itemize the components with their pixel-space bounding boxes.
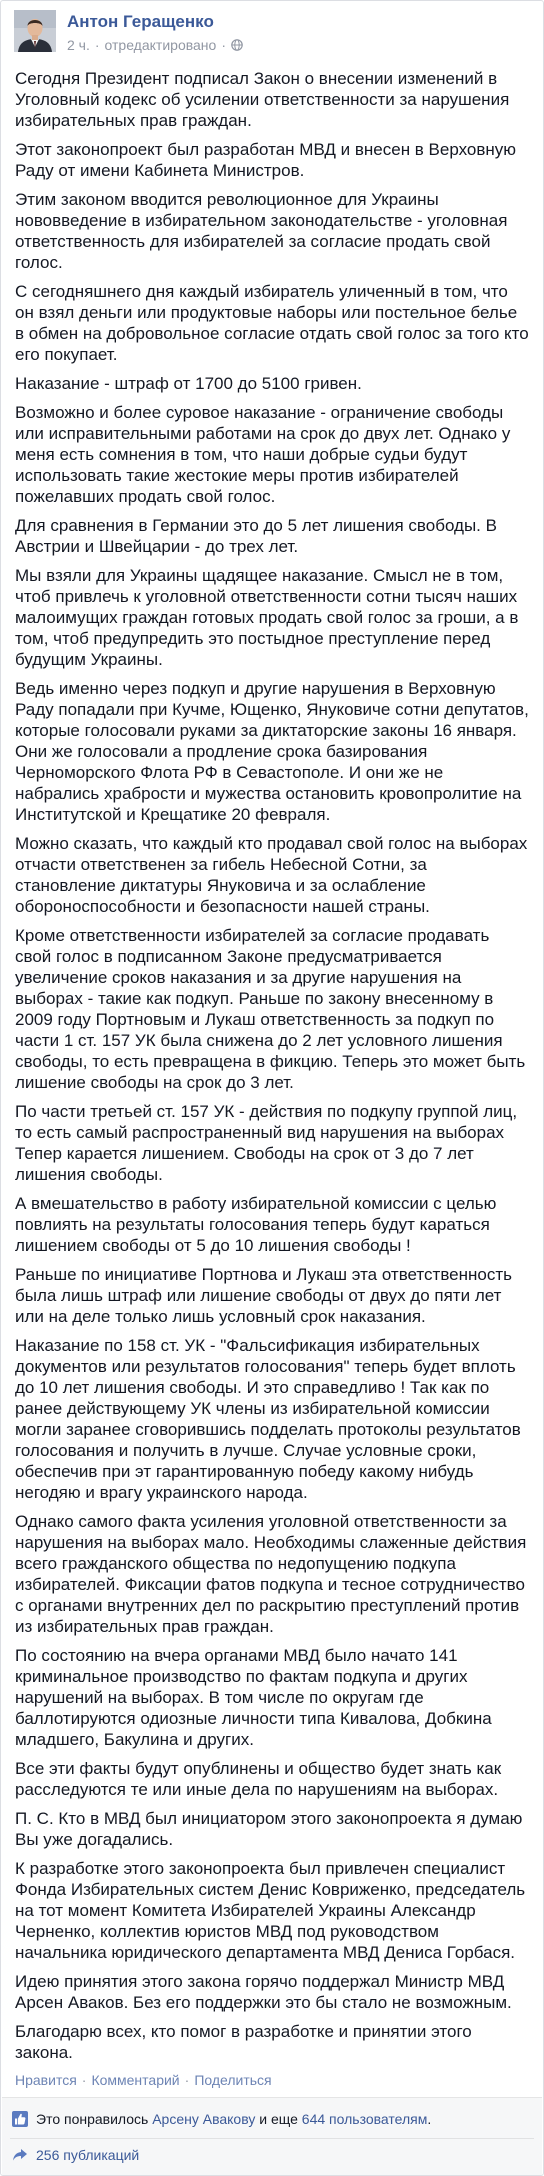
action-separator: · — [184, 2072, 190, 2088]
action-separator: · — [81, 2072, 87, 2088]
post-paragraph: Все эти факты будут опублинены и общество будет знать как расследуются те или иные дела по нарушениям на выборах. — [15, 1759, 502, 1799]
post-meta — [67, 37, 243, 53]
post-paragraph: Благодарю всех, кто помог в разработке и принятии этого закона. — [15, 2022, 472, 2062]
post-paragraph: Идею принятия этого закона горячо поддержал Министр МВД Арсен Аваков. Без его поддержки это бы стало не возможным. — [15, 1972, 512, 2012]
post-paragraph: Раньше по инициативе Портнова и Лукаш эта ответственность была лишь штраф или лишение свободы от двух до пяти лет или на деле только лишь условный срок наказания. — [15, 1265, 512, 1326]
post-timestamp-link[interactable]: 2 ч. — [67, 37, 90, 53]
edited-history-link[interactable]: отредактировано — [104, 37, 217, 53]
privacy-selector[interactable] — [231, 39, 243, 51]
meta-separator: · — [94, 37, 100, 53]
likes-suffix: . — [427, 2111, 432, 2127]
post-actions — [15, 2072, 272, 2088]
post-paragraph: Однако самого факта усиления уголовной ответственности за нарушения на выборах мало. Необходимы слаженные действия всего гражданского общества по недопущению подкупа избирателей. Фиксации фатов подкупа и тесное сотрудничество с органами внутренних дел по раскрытию преступлений против из избирательных прав граждан. — [15, 1512, 527, 1636]
post-paragraph: По части третьей ст. 157 УК - действия по подкупу группой лиц, то есть самый распространенный вид нарушения на выборах Тепер карается лишением. Свободы на срок от 3 до 7 лет лишения свободы. — [15, 1102, 518, 1184]
likes-summary — [12, 2104, 532, 2134]
author-name-link[interactable]: Антон Геращенко — [67, 12, 214, 31]
reactions-summary — [2, 2097, 542, 2176]
summary-divider — [10, 2138, 534, 2139]
post-paragraph: Кроме ответственности избирателей за согласие продавать свой голос в подписанном Законе предусматривается увеличение сроков наказания и за другие нарушения на выборах - такие как подкуп. Раньше по закону внесенному в 2009 году Портновым и Лукаш ответственность за подкуп по части 1 ст. 157 УК была снижена до 2 лет условного лишения свободы, то есть превращена в фикцию. Теперь это может быть лишение свободы на срок до 3 лет. — [15, 926, 526, 1092]
post-paragraph: Ведь именно через подкуп и другие нарушения в Верховную Раду попадали при Кучме, Ющенко, Януковиче сотни депутатов, которые голосовали руками за диктаторские законы 16 января. Они же голосовали а продление срока базирования Черноморского Флота РФ в Севастополе. И они же не набрались храбрости и мужества остановить кровопролитие на Институтской и Крещатике 20 февраля. — [15, 679, 529, 824]
post-paragraph: Можно сказать, что каждый кто продавал свой голос на выборах отчасти ответственен за гибель Небесной Сотни, за становление диктатуры Януковича и за ослабление обороноспособности и безопасности нашей страны. — [15, 834, 528, 916]
author-avatar[interactable] — [14, 10, 56, 52]
post-paragraph: С сегодняшнего дня каждый избиратель уличенный в том, что он взял деньги или продуктовые наборы или постельное белье в обмен на добровольное согласие отдать свой голос за того кто его покупает. — [15, 282, 529, 364]
globe-icon — [231, 39, 243, 51]
post-paragraph: Этот законопроект был разработан МВД и внесен в Верховную Раду от имени Кабинета Министров. — [15, 140, 517, 180]
post-paragraph: Мы взяли для Украины щадящее наказание. Смысл не в том, чтоб привлечь к уголовной ответственности сотни тысяч наших малоимущих граждан готовых продать свой голос за гроши, а в том, чтоб предупредить это постыдное преступление перед будущим Украины. — [15, 566, 519, 669]
comment-button[interactable]: Комментарий — [91, 2072, 180, 2088]
post-paragraph: Наказание - штраф от 1700 до 5100 гривен. — [15, 374, 362, 393]
thumbs-up-icon — [12, 2111, 28, 2127]
meta-separator: · — [221, 37, 226, 53]
post-paragraph: П. С. Кто в МВД был инициатором этого законопроекта я думаю Вы уже догадались. — [15, 1809, 523, 1849]
shares-count-link[interactable]: 256 публикаций — [36, 2147, 140, 2163]
share-icon — [12, 2147, 28, 2163]
shares-summary — [12, 2140, 532, 2170]
post-paragraph: Возможно и более суровое наказание - ограничение свободы или исправительными работами на срок до двух лет. Однако у меня есть сомнения в том, что наши добрые судьи будут использовать такие жестокие меры против избирателей пожелавших продать свой голос. — [15, 403, 511, 506]
likers-count-link[interactable]: 644 пользователям — [301, 2111, 428, 2127]
profile-photo-icon — [14, 10, 56, 52]
post-paragraph: А вмешательство в работу избирательной комиссии с целью повлиять на результаты голосования теперь будут караться лишением свободы от 5 до 10 лишения свободы ! — [15, 1194, 497, 1255]
share-button[interactable]: Поделиться — [194, 2072, 272, 2088]
like-button[interactable]: Нравится — [15, 2072, 77, 2088]
post-paragraph: Сегодня Президент подписал Закон о внесении изменений в Уголовный кодекс об усилении ответственности за нарушения избирательных прав граждан. — [15, 69, 510, 130]
post-body — [15, 68, 529, 2064]
likes-middle: и еще — [259, 2111, 298, 2127]
post-paragraph: К разработке этого законопроекта был привлечен специалист Фонда Избирательных систем Денис Ковриженко, председатель на тот момент Комитета Избирателей Украины Александр Черненко, коллектив юристов МВД под руководством начальника юридического департамента МВД Дениса Горбася. — [15, 1859, 526, 1962]
liker-name-link[interactable]: Арсену Авакову — [152, 2111, 256, 2127]
post-paragraph: По состоянию на вчера органами МВД было начато 141 криминальное производство по фактам подкупа и других нарушений на выборах. В том числе по округам где баллотируются одиозные личности типа Кивалова, Добкина младшего, Бакулина и других. — [15, 1646, 492, 1749]
post-paragraph: Этим законом вводится революционное для Украины нововведение в избирательном законодательстве - уголовная ответственность для избирателей за согласие продать свой голос. — [15, 190, 508, 272]
post-paragraph: Наказание по 158 ст. УК - "Фальсификация избирательных документов или результатов голосования" теперь будет вплоть до 10 лет лишения свободы. И это справедливо ! Так как по ранее действующему УК члены из избирательной комиссии могли заранее сговорившись подделать протоколы результатов голосования и получить в лучше. Случае условные сроки, обеспечив при эт гарантированную победу какому нибудь негодяю и врагу украинского народа. — [15, 1336, 521, 1502]
likes-prefix: Это понравилось — [36, 2111, 149, 2127]
post-paragraph: Для сравнения в Германии это до 5 лет лишения свободы. В Австрии и Швейцарии - до трех лет. — [15, 516, 497, 556]
